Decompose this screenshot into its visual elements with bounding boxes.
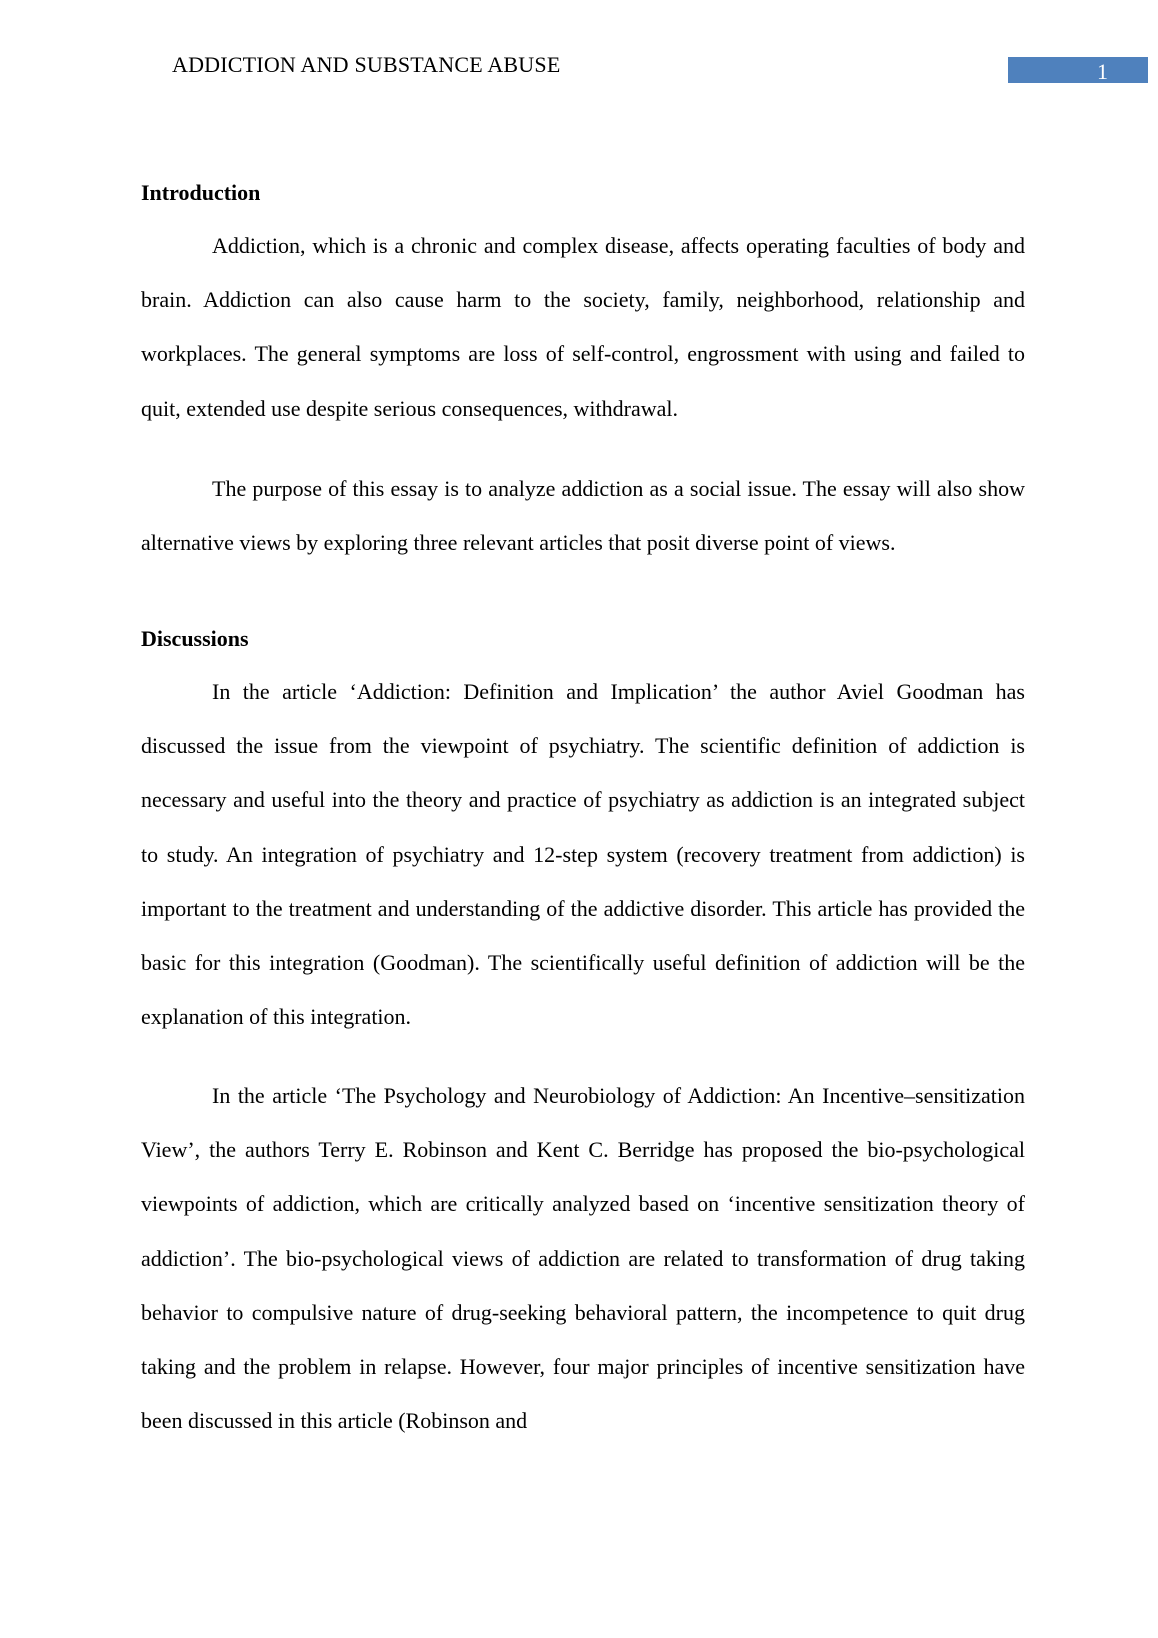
paragraph-intro-1: Addiction, which is a chronic and complex disease, affects operating faculties of body and brain. Addiction can also cause harm to the society, family, neighborhood, relationship and workplaces. The general symptoms are loss of self-control, engrossment with using and failed to quit, extended use despite serious consequences, withdrawal. xyxy=(141,233,1025,421)
page-number-box xyxy=(1008,57,1148,83)
paragraph-discussion-2: In the article ‘The Psychology and Neurobiology of Addiction: An Incentive–sensitization View’, the authors Terry E. Robinson and Kent C. Berridge has proposed the bio-psychological viewpoints of addiction, which are critically analyzed based on ‘incentive sensitization theory of addiction’. The bio-psychological views of addiction are related to transformation of drug taking behavior to compulsive nature of drug-seeking behavioral pattern, the incompetence to quit drug taking and the problem in relapse. However, four major principles of incentive sensitization have been discussed in this article (Robinson and xyxy=(141,1083,1025,1434)
section-heading-discussions: Discussions xyxy=(141,626,249,651)
paragraph-discussion-1: In the article ‘Addiction: Definition and Implication’ the author Aviel Goodman has discussed the issue from the viewpoint of psychiatry. The scientific definition of addiction is necessary and useful into the theory and practice of psychiatry as addiction is an integrated subject to study. An integration of psychiatry and 12-step system (recovery treatment from addiction) is important to the treatment and understanding of the addictive disorder. This article has provided the basic for this integration (Goodman). The scientifically useful definition of addiction will be the explanation of this integration. xyxy=(141,679,1025,1030)
running-head: ADDICTION AND SUBSTANCE ABUSE xyxy=(172,52,561,77)
paragraph-intro-2: The purpose of this essay is to analyze addiction as a social issue. The essay will also show alternative views by exploring three relevant articles that posit diverse point of views. xyxy=(141,476,1025,556)
section-heading-introduction: Introduction xyxy=(141,180,261,205)
page-number: 1 xyxy=(1097,59,1108,84)
